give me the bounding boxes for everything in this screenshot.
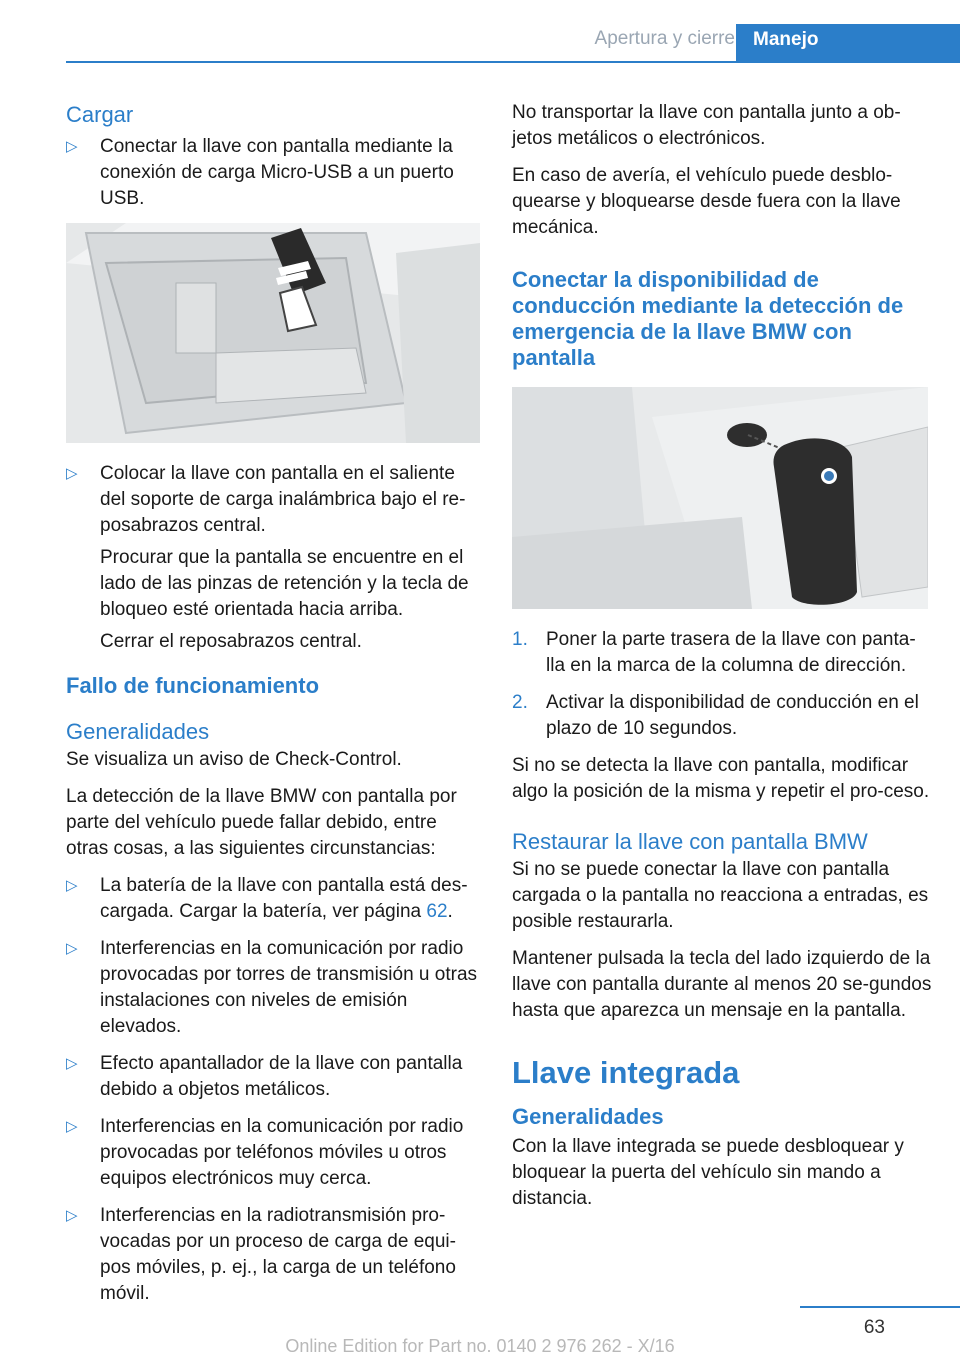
bullet-arrow-icon: ▷ (66, 465, 78, 482)
step-text: Activar la disponibilidad de conducción en el plazo de 10 segundos. (546, 692, 919, 739)
header-rule (66, 61, 960, 63)
conectar-heading: Conectar la disponibilidad de conducción mediante la detección de emergencia de la llave BMW con pantalla (512, 267, 904, 370)
bullet-text: Interferencias en la radiotransmisión pro-vocadas por un proceso de carga de equi-pos móviles, p. ej., la carga de un teléfono móvil. (100, 1205, 456, 1304)
edition-footer: Online Edition for Part no. 0140 2 976 262 - X/16 (285, 1336, 675, 1356)
llave-generalidades-heading: Generalidades (512, 1104, 664, 1129)
list-item (512, 627, 932, 679)
list-item (66, 134, 480, 212)
section-tab[interactable]: Apertura y cierre (594, 28, 735, 49)
armrest-charging-illustration (66, 223, 480, 443)
step-number: 1. (512, 629, 528, 650)
bullet-text: Interferencias en la comunicación por radio provocadas por torres de transmisión u otras instalaciones con niveles de emisión elevados. (100, 938, 478, 1037)
paragraph: Si no se puede conectar la llave con pantalla cargada o la pantalla no reacciona a entradas, es posible restaurarla. (512, 859, 929, 932)
right-column (512, 100, 932, 1223)
cargar-heading: Cargar (66, 102, 134, 127)
page-number: 63 (863, 1317, 885, 1338)
bullet-arrow-icon: ▷ (66, 138, 78, 155)
restaurar-heading: Restaurar la llave con pantalla BMW (512, 829, 868, 854)
chapter-tab[interactable]: Manejo (736, 24, 960, 62)
bullet-subtext: Cerrar el reposabrazos central. (100, 631, 362, 652)
steering-column-key-photo (512, 387, 928, 609)
bullet-arrow-icon: ▷ (66, 1055, 78, 1072)
list-item (512, 690, 932, 742)
llave-integrada-heading: Llave integrada (512, 1055, 740, 1090)
step-text: Poner la parte trasera de la llave con panta-lla en la marca de la columna de dirección. (546, 629, 916, 676)
list-item (66, 1203, 480, 1307)
step-number: 2. (512, 692, 528, 713)
paragraph: Mantener pulsada la tecla del lado izquierdo de la llave con pantalla durante al menos 20 se-gundos hasta que aparezca un mensaje en la pantalla. (512, 948, 932, 1021)
list-item (66, 1051, 480, 1103)
bullet-text: Colocar la llave con pantalla en el saliente del soporte de carga inalámbrica bajo el re-posabrazos central. (100, 463, 466, 536)
bullet-arrow-icon: ▷ (66, 1207, 78, 1224)
fallo-heading: Fallo de funcionamiento (66, 673, 320, 698)
list-item (66, 461, 480, 655)
bullet-arrow-icon: ▷ (66, 1118, 78, 1135)
list-item (66, 936, 480, 1040)
page-link[interactable]: 62 (426, 901, 448, 922)
steering-column-key-illustration (512, 387, 928, 609)
bullet-text: Interferencias en la comunicación por radio provocadas por teléfonos móviles u otros equipos electrónicos muy cerca. (100, 1116, 464, 1189)
paragraph: En caso de avería, el vehículo puede desblo-quearse y bloquearse desde fuera con la llave mecánica. (512, 165, 901, 238)
list-item (66, 1114, 480, 1192)
generalidades-heading: Generalidades (66, 719, 210, 744)
bullet-arrow-icon: ▷ (66, 940, 78, 957)
bullet-subtext: Procurar que la pantalla se encuentre en el lado de las pinzas de retención y la tecla de bloqueo esté orientada hacia arriba. (100, 547, 469, 620)
paragraph: Si no se detecta la llave con pantalla, modificar algo la posición de la misma y repetir el pro-ceso. (512, 755, 930, 802)
armrest-charging-photo (66, 223, 480, 443)
bullet-arrow-icon: ▷ (66, 877, 78, 894)
paragraph: Con la llave integrada se puede desbloquear y bloquear la puerta del vehículo sin mando a distancia. (512, 1136, 904, 1209)
bullet-text: La batería de la llave con pantalla está des-cargada. Cargar la batería, ver página (100, 875, 468, 922)
page-header (0, 0, 960, 64)
paragraph: La detección de la llave BMW con pantalla por parte del vehículo puede fallar debido, entre otras cosas, a las siguientes circunstancias: (66, 786, 457, 859)
paragraph: Se visualiza un aviso de Check-Control. (66, 749, 402, 770)
footer-rule (800, 1306, 960, 1308)
list-item: ▷ La batería de la llave con pantalla está des-cargada. Cargar la batería, ver página 62. (66, 875, 468, 922)
left-column (66, 100, 480, 1318)
bullet-text: Efecto apantallador de la llave con pantalla debido a objetos metálicos. (100, 1053, 463, 1100)
bullet-text: Conectar la llave con pantalla mediante la conexión de carga Micro-USB a un puerto USB. (100, 136, 454, 209)
paragraph: No transportar la llave con pantalla junto a ob-jetos metálicos o electrónicos. (512, 102, 901, 149)
